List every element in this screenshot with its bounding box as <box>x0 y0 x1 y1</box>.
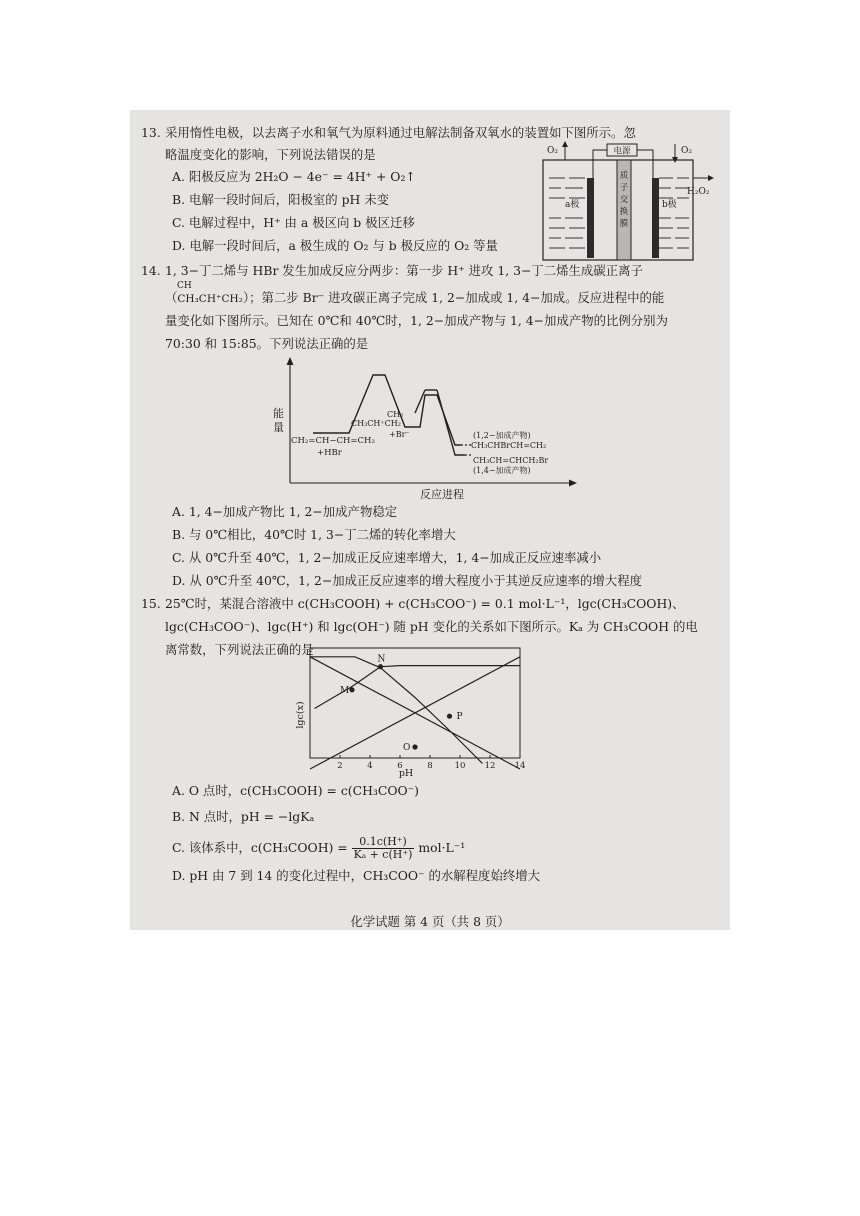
intermediate-br: +Br⁻ <box>389 430 410 439</box>
q13-option-b: B. 电解一段时间后，阳极室的 pH 未变 <box>172 192 390 207</box>
power-label: 电源 <box>613 146 631 157</box>
q14-stem-line2: （CH₃CH⁺CH₂）；第二步 Br⁻ 进攻碳正离子完成 1, 2−加成或 1, 4−加成。反应进程中的能 <box>165 290 665 305</box>
question-13-number: 13. <box>141 125 161 140</box>
electrode-b <box>652 178 659 258</box>
product14-name: (1,4−加成产物) <box>473 466 531 475</box>
svg-text:换: 换 <box>619 207 629 217</box>
y-axis-label: lgc(x) <box>295 701 306 729</box>
reactant-hbr: +HBr <box>317 448 342 458</box>
svg-text:子: 子 <box>619 183 629 193</box>
energy-axis-label-1: 能 <box>273 407 284 420</box>
point-label-M: M <box>340 685 350 696</box>
q15-stem-line2: lgc(CH₃COO⁻)、lgc(H⁺) 和 lgc(OH⁻) 随 pH 变化的关系如下图所示。Kₐ 为 CH₃COOH 的电 <box>165 619 698 634</box>
q14-option-c: C. 从 0℃升至 40℃，1, 2−加成正反应速率增大，1, 4−加成正反应速率减小 <box>172 550 602 565</box>
point-label-P: P <box>456 712 463 723</box>
product12-formula: CH₃CHBrCH=CH₂ <box>471 441 547 450</box>
q14-stem-line3: 量变化如下图所示。已知在 0℃和 40℃时，1, 2−加成产物与 1, 4−加成产物的比例分别为 <box>165 313 668 328</box>
question-15-number: 15. <box>141 596 161 611</box>
q15-option-d: D. pH 由 7 到 14 的变化过程中，CH₃COO⁻ 的水解程度始终增大 <box>172 868 541 883</box>
intermediate-cation: CH₃CH⁺CH₂ <box>351 419 401 428</box>
product14-formula: CH₃CH=CHCH₂Br <box>473 456 549 465</box>
electrode-a <box>587 178 594 258</box>
q14-option-b: B. 与 0℃相比，40℃时 1, 3−丁二烯的转化率增大 <box>172 527 456 542</box>
x-tick-label-10: 10 <box>454 761 466 771</box>
point-label-N: N <box>377 654 386 665</box>
q14-cation-top: CH <box>177 281 192 291</box>
x-tick-label-2: 2 <box>337 761 343 771</box>
electrolysis-diagram <box>535 138 715 263</box>
x-tick-label-4: 4 <box>367 761 373 771</box>
svg-text:交: 交 <box>619 195 629 205</box>
intermediate-top: CH₂ <box>387 410 404 419</box>
h2o2-label: H₂O₂ <box>687 187 710 197</box>
q15-option-c: C. 该体系中，c(CH₃COOH) = $\frac{0.1c(H^+)}{\text{Kₐ + c(H⁺)}}$ mol·L⁻¹ <box>172 835 466 861</box>
q15-option-b: B. N 点时，pH = −lgKₐ <box>172 809 315 824</box>
q13-option-c: C. 电解过程中，H⁺ 由 a 极区向 b 极区迁移 <box>172 215 415 230</box>
q13-stem-line1: 采用惰性电极，以去离子水和氧气为原料通过电解法制备双氧水的装置如下图所示。忽 <box>165 125 636 140</box>
q13-stem-line2: 略温度变化的影响，下列说法错误的是 <box>165 147 376 162</box>
o2-in-label: O₂ <box>681 146 692 156</box>
o2-out-label: O₂ <box>547 146 558 156</box>
q15-option-a: A. O 点时，c(CH₃COOH) = c(CH₃COO⁻) <box>172 783 420 798</box>
question-14-number: 14. <box>141 263 161 278</box>
point-O <box>412 744 417 749</box>
a-electrode-label: a极 <box>565 200 580 210</box>
reactant-label: CH₂=CH−CH=CH₂ <box>291 436 375 446</box>
energy-axis-label-2: 量 <box>273 421 284 434</box>
curve-lgc-ch3cooh <box>310 654 483 764</box>
svg-text:膜: 膜 <box>619 219 629 229</box>
reaction-progress-label: 反应进程 <box>420 488 464 501</box>
lgc-ph-chart <box>290 643 530 778</box>
product12-name: (1,2−加成产物) <box>473 431 531 440</box>
point-label-O: O <box>403 743 411 753</box>
q14-stem-line4: 70:30 和 15:85。下列说法正确的是 <box>165 336 369 351</box>
q13-option-d: D. 电解一段时间后，a 极生成的 O₂ 与 b 极反应的 O₂ 等量 <box>172 238 498 253</box>
x-axis-label: pH <box>398 768 414 778</box>
q15-option-c-fraction: $\frac{0.1c(H^+)}{\text{Kₐ + c(H⁺)}}$ <box>353 835 413 861</box>
q13-option-a: A. 阳极反应为 2H₂O − 4e⁻ = 4H⁺ + O₂↑ <box>172 169 416 184</box>
q15-stem-line1: 25℃时，某混合溶液中 c(CH₃COOH) + c(CH₃COO⁻) = 0.1 mol·L⁻¹，lgc(CH₃COOH)、 <box>165 596 685 611</box>
q14-stem-line1: 1, 3−丁二烯与 HBr 发生加成反应分两步：第一步 H⁺ 进攻 1, 3−丁二烯生成碳正离子 <box>165 263 643 278</box>
x-tick-label-6: 6 <box>397 761 403 771</box>
energy-profile-diagram <box>265 355 580 503</box>
b-electrode-label: b极 <box>662 200 677 210</box>
page-footer: 化学试题 第 4 页（共 8 页） <box>350 914 510 929</box>
svg-text:质: 质 <box>619 171 629 181</box>
point-M <box>349 687 354 692</box>
chart-frame <box>310 648 520 758</box>
x-tick-label-14: 14 <box>514 761 526 771</box>
x-tick-label-12: 12 <box>484 761 496 771</box>
point-N <box>378 664 383 669</box>
q14-option-d: D. 从 0℃升至 40℃，1, 2−加成正反应速率的增大程度小于其逆反应速率的增大程度 <box>172 573 642 588</box>
exam-page <box>130 110 730 930</box>
point-P <box>447 714 452 719</box>
q14-option-a: A. 1, 4−加成产物比 1, 2−加成产物稳定 <box>172 504 398 519</box>
x-tick-label-8: 8 <box>427 761 433 771</box>
q15-stem-line3: 离常数，下列说法正确的是 <box>165 642 314 657</box>
